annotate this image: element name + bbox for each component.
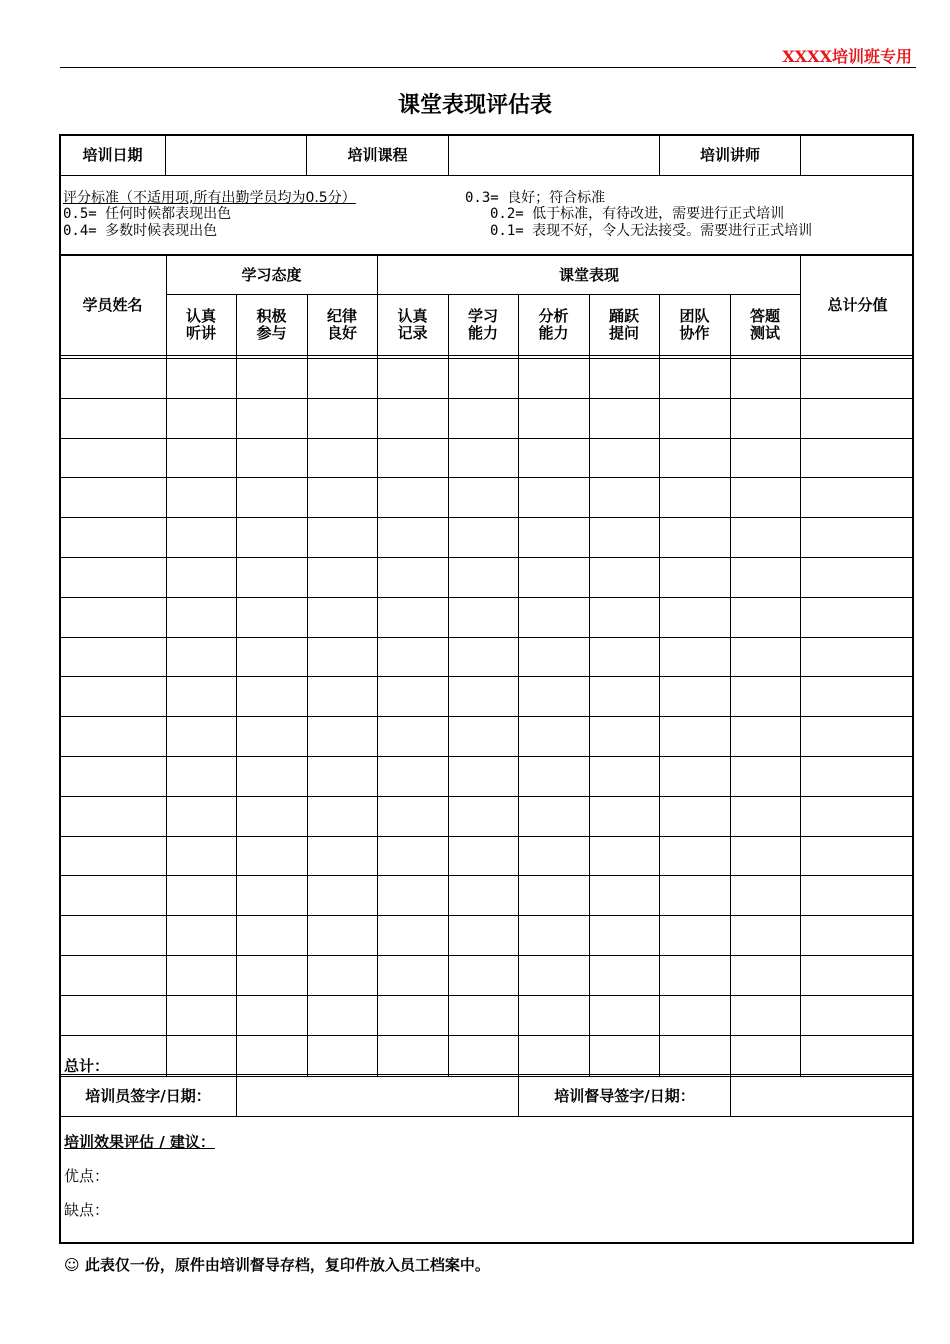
column-header [166, 295, 236, 355]
column-header-text: 纪律 [326, 307, 357, 325]
student-name-header: 学员姓名 [82, 296, 143, 314]
trainee-signature-field[interactable] [237, 1077, 518, 1116]
column-header-text: 测试 [749, 324, 780, 342]
column-header-text: 协作 [679, 324, 710, 342]
column-header-text: 踊跃 [608, 307, 639, 325]
criteria-item: 0.1= 表现不好，令人无法接受。需要进行正式培训 [490, 223, 813, 239]
column-header-text: 提问 [608, 324, 639, 342]
column-header-text: 积极 [256, 307, 287, 325]
attitude-group-header: 学习态度 [241, 265, 302, 284]
column-header-text: 认真 [397, 307, 428, 325]
column-header-text: 能力 [538, 324, 569, 342]
column-header [307, 295, 377, 355]
evaluation-heading: 培训效果评估 / 建议： [64, 1133, 215, 1151]
criteria-item: 0.4= 多数时候表现出色 [63, 223, 218, 239]
column-header [589, 295, 659, 355]
column-header-text: 认真 [185, 307, 216, 325]
column-header [659, 295, 730, 355]
total-score-header: 总计分值 [827, 296, 888, 314]
total-row-label: 总计： [64, 1057, 110, 1075]
criteria-item: 0.3= 良好；符合标准 [465, 190, 606, 206]
performance-group-header: 课堂表现 [558, 265, 619, 284]
supervisor-signature-field[interactable] [731, 1077, 914, 1116]
header-rule [60, 67, 916, 68]
column-header-text: 答题 [749, 307, 780, 325]
column-header-text: 参与 [256, 324, 287, 342]
instructor-field[interactable] [801, 136, 914, 175]
course-field[interactable] [449, 136, 659, 175]
column-header-text: 能力 [467, 324, 498, 342]
column-header [730, 295, 800, 355]
column-header-text: 听讲 [185, 324, 216, 342]
pros-label: 优点： [64, 1167, 110, 1185]
column-header-text: 团队 [679, 307, 710, 325]
footer-note: ☺ 此表仅一份，原件由培训督导存档，复印件放入员工档案中。 [64, 1256, 490, 1274]
criteria-item: 0.2= 低于标准，有待改进，需要进行正式培训 [490, 206, 785, 222]
cons-label: 缺点： [64, 1201, 110, 1219]
column-header-text: 学习 [467, 307, 498, 325]
column-header [518, 295, 589, 355]
instructor-label: 培训讲师 [699, 146, 760, 164]
trainee-signature-label: 培训员签字/日期： [85, 1087, 211, 1105]
page-title: 课堂表现评估表 [397, 92, 552, 118]
column-header [448, 295, 518, 355]
supervisor-signature-label: 培训督导签字/日期： [554, 1087, 695, 1105]
column-header-text: 分析 [538, 307, 569, 325]
course-label: 培训课程 [347, 146, 408, 164]
criteria-item: 0.5= 任何时候都表现出色 [63, 206, 232, 222]
criteria-heading: 评分标准（不适用项,所有出勤学员均为0.5分） [63, 190, 356, 206]
date-label: 培训日期 [82, 146, 143, 164]
column-header-text: 记录 [397, 324, 428, 342]
column-header [236, 295, 307, 355]
column-header-text: 良好 [326, 324, 357, 342]
date-field[interactable] [166, 136, 306, 175]
column-header [377, 295, 448, 355]
brand-label: XXXX培训班专用 [782, 47, 912, 66]
